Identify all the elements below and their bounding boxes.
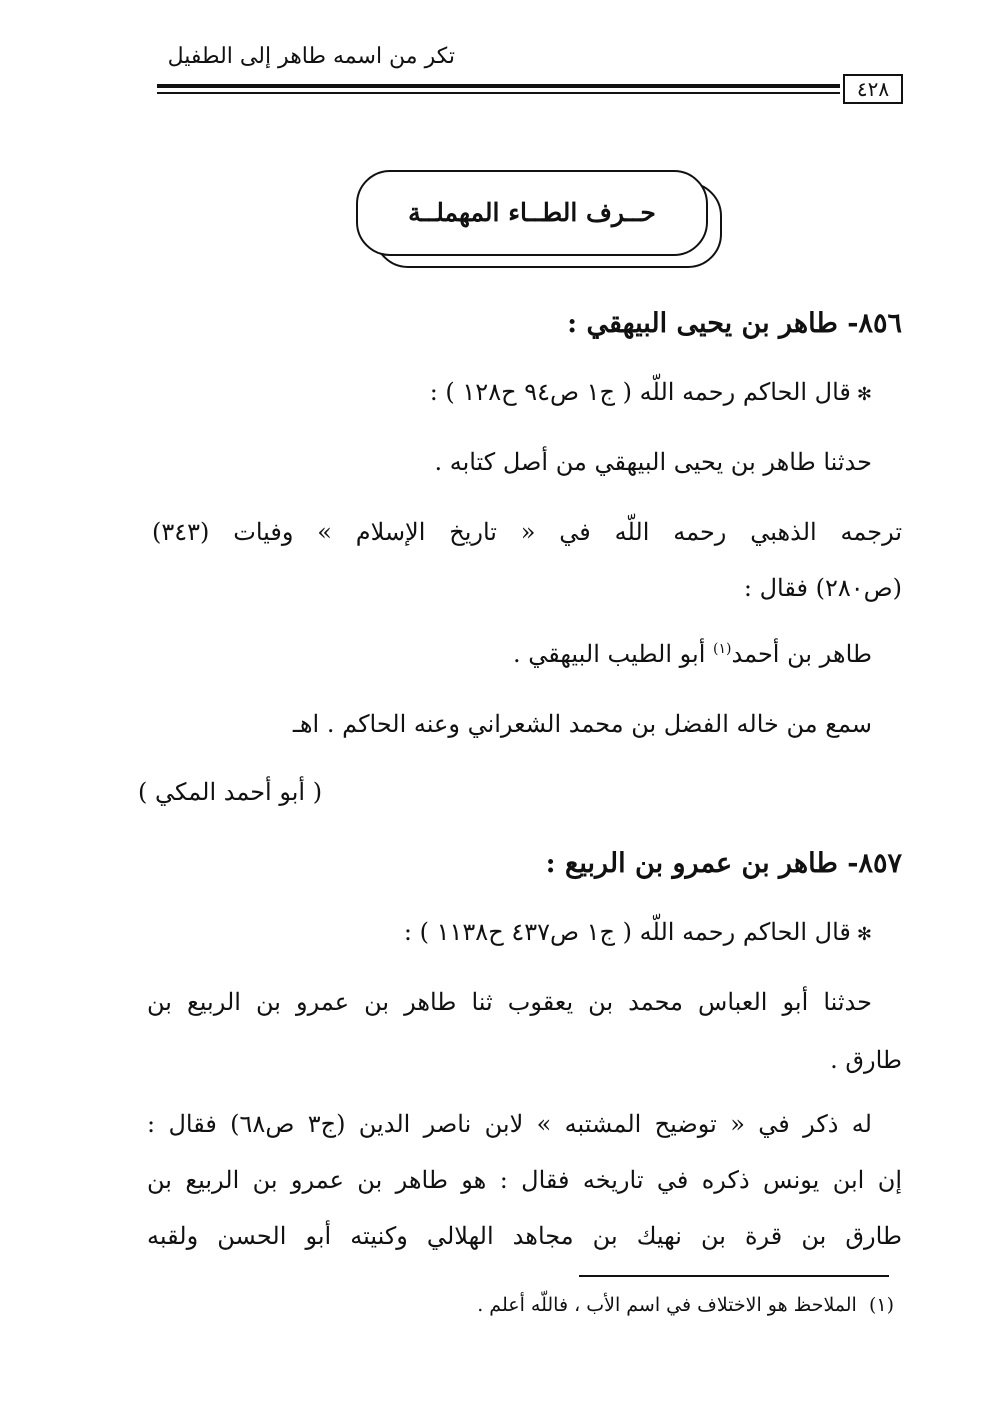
entry-857-line-5: إن ابن يونس ذكره في تاريخه فقال : هو طاهر بن عمرو بن الربيع بن — [147, 1166, 902, 1194]
entry-856-line-2: حدثنا طاهر بن يحيى البيهقي من أصل كتابه . — [434, 448, 872, 476]
entry-857-line-4: له ذكر في « توضيح المشتبه » لابن ناصر الدين (ج٣ ص٦٨) فقال : — [147, 1110, 872, 1138]
page-number: ٤٢٨ — [843, 74, 903, 104]
header-rule-thin — [157, 92, 840, 94]
entry-856-citation: قال الحاكم رحمه اللّه ( ج١ ص٩٤ ح١٢٨ ) : — [429, 378, 851, 406]
entry-857-citation: قال الحاكم رحمه اللّه ( ج١ ص٤٣٧ ح١١٣٨ ) : — [403, 918, 851, 946]
entry-857-line-1 — [132, 918, 872, 946]
entry-856-line-1 — [132, 378, 872, 406]
entry-856-line-6: سمع من خاله الفضل بن محمد الشعراني وعنه الحاكم . اهـ — [292, 710, 872, 738]
entry-856-author-sign: ( أبو أحمد المكي ) — [138, 778, 323, 806]
footnote-1 — [194, 1294, 894, 1316]
entry-856-kunya: أبو الطيب البيهقي . — [512, 640, 706, 668]
entry-856-heading: ٨٥٦- طاهر بن يحيى البيهقي : — [567, 308, 902, 339]
entry-857-heading: ٨٥٧- طاهر بن عمرو بن الربيع : — [545, 848, 902, 879]
asterisk-icon: ✻ — [856, 384, 872, 405]
asterisk-icon: ✻ — [856, 924, 872, 945]
entry-856-name: طاهر بن أحمد — [731, 640, 872, 668]
entry-857-line-6: طارق بن قرة بن نهيك بن مجاهد الهلالي وكنيته أبو الحسن ولقبه — [147, 1222, 902, 1250]
entry-857-line-3: طارق . — [830, 1046, 902, 1074]
header-rule-thick — [157, 84, 840, 88]
running-header-title: تكر من اسمه طاهر إلى الطفيل — [167, 44, 455, 69]
entry-857-line-2: حدثنا أبو العباس محمد بن يعقوب ثنا طاهر بن عمرو بن الربيع بن — [147, 988, 872, 1016]
footnote-1-text: الملاحظ هو الاختلاف في اسم الأب ، فاللّه أعلم . — [477, 1294, 857, 1316]
section-title: حــرف الطــاء المهملــة — [408, 198, 656, 227]
entry-856-line-3: ترجمه الذهبي رحمه اللّه في « تاريخ الإسلام » وفيات (٣٤٣) — [152, 518, 902, 546]
entry-856-line-5 — [132, 640, 872, 668]
footnote-1-marker: (١) — [868, 1294, 894, 1316]
entry-856-line-4: (ص٢٨٠) فقال : — [743, 574, 902, 602]
footnote-rule — [579, 1275, 889, 1277]
footnote-ref-1: (١) — [713, 641, 732, 657]
